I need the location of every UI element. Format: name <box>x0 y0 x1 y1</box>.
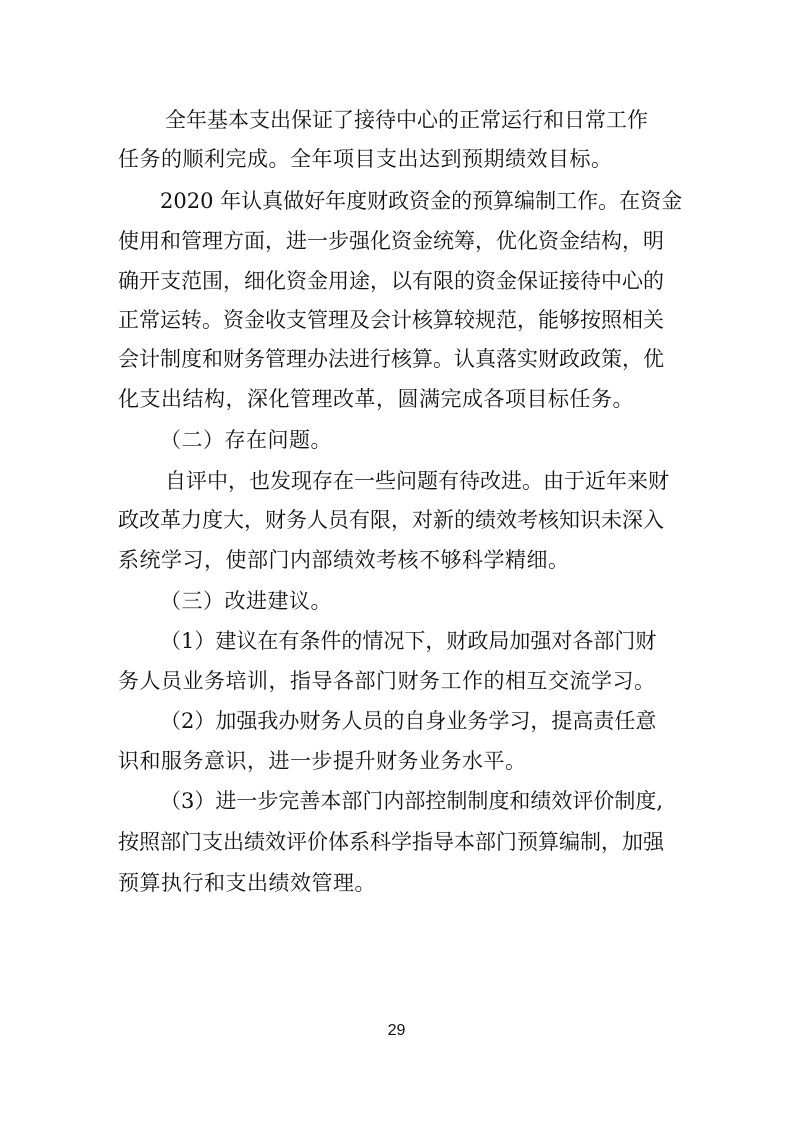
text-line: 正常运转。资金收支管理及会计核算较规范，能够按照相关 <box>118 308 664 332</box>
text-line: 预算执行和支出绩效管理。 <box>118 871 376 895</box>
text-line: 按照部门支出绩效评价体系科学指导本部门预算编制，加强 <box>118 830 664 854</box>
page-number: 29 <box>387 1022 406 1039</box>
text-line: 会计制度和财务管理办法进行核算。认真落实财政政策，优 <box>118 347 664 371</box>
text-line: 化支出结构，深化管理改革，圆满完成各项目标任务。 <box>118 387 634 411</box>
text-line: 系统学习，使部门内部绩效考核不够科学精细。 <box>118 548 570 572</box>
text-line: （1）建议在有条件的情况下，财政局加强对各部门财 <box>160 629 657 653</box>
text-line: 识和服务意识，进一步提升财务业务水平。 <box>118 749 527 773</box>
text-line: 2020 年认真做好年度财政资金的预算编制工作。在资金 <box>160 189 683 213</box>
text-line: 政改革力度大，财务人员有限，对新的绩效考核知识未深入 <box>118 508 664 532</box>
text-line: 确开支范围，细化资金用途，以有限的资金保证接待中心的 <box>118 269 664 293</box>
section-heading: （二）存在问题。 <box>160 428 332 452</box>
text-line: 务人员业务培训，指导各部门财务工作的相互交流学习。 <box>118 669 656 693</box>
text-line: （2）加强我办财务人员的自身业务学习，提高责任意 <box>160 709 657 733</box>
text-line: 使用和管理方面，进一步强化资金统筹，优化资金结构，明 <box>118 229 664 253</box>
section-heading: （三）改进建议。 <box>160 589 332 613</box>
text-line: （3）进一步完善本部门内部控制制度和绩效评价制度, <box>160 789 664 813</box>
text-line: 自评中，也发现存在一些问题有待改进。由于近年来财 <box>165 469 669 493</box>
text-line: 任务的顺利完成。全年项目支出达到预期绩效目标。 <box>118 147 613 171</box>
text-line: 全年基本支出保证了接待中心的正常运行和日常工作 <box>165 108 648 132</box>
